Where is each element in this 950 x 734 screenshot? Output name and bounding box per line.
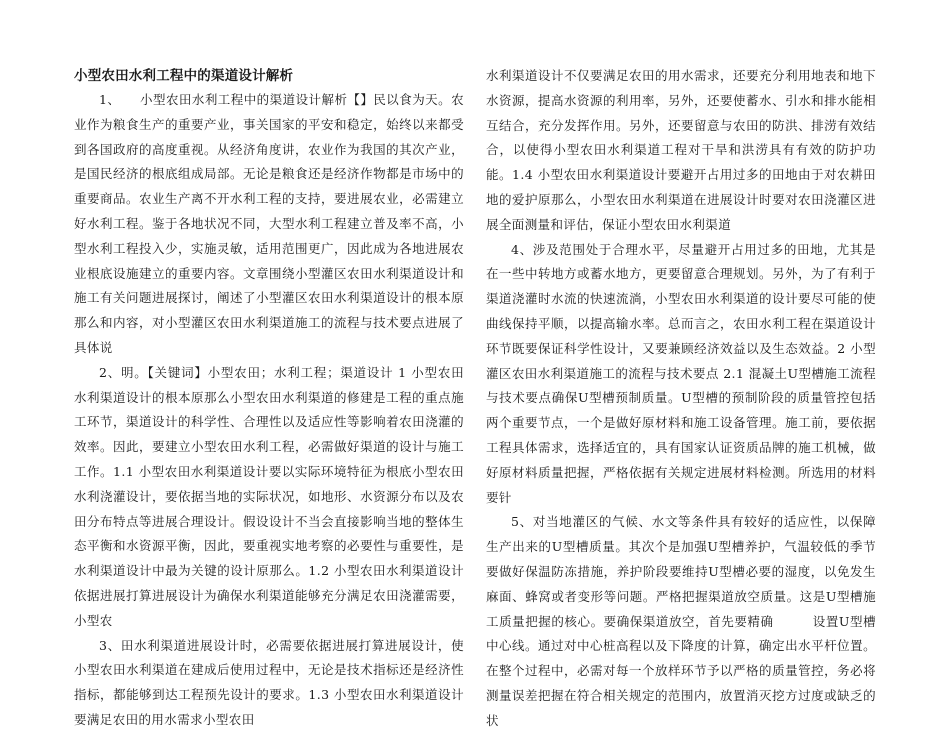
right-column xyxy=(486,64,876,734)
paragraph-3-continued: 水利渠道设计不仅要满足农田的用水需求，还要充分利用地表和地下水资源，提高水资源的利用率，另外，还要使蓄水、引水和排水能相互结合，充分发挥作用。另外，还要留意与农田的防洪、排涝有效结合，以使得小型农田水利渠道工程对干旱和洪涝具有有效的防护功能。1.4 小型农田水利渠道设计要避开占用过多的田地由于对农耕田地的爱护原那么，小型农田水利渠道在进展设计时要对农田浇灌区进展全面测量和评估，保证小型农田水利渠道 xyxy=(486,68,876,232)
paragraph-1: 1、 小型农田水利工程中的渠道设计解析【】民以食为天。农业作为粮食生产的重要产业，事关国家的平安和稳定，始终以来都受到各国政府的高度重视。从经济角度讲，农业作为我国的其次产业，是国民经济的根底组成局部。无论是粮食还是经济作物都是市场中的重要商品。农业生产离不开水利工程的支持，要进展农业，必需建立好水利工程。鉴于各地状况不同，大型水利工程建立普及率不高，小型水利工程投入少，实施灵敏，适用范围更广，因此成为各地进展农业根底设施建立的重要内容。文章围绕小型灌区农田水利渠道设计和施工有关问题进展探讨，阐述了小型灌区农田水利渠道设计的根本原那么和内容，对小型灌区农田水利渠道施工的流程与技术要点进展了具体说 xyxy=(74,92,464,355)
left-column xyxy=(74,62,464,733)
document-title: 小型农田水利工程中的渠道设计解析 xyxy=(74,68,294,84)
paragraph-5: 5、对当地灌区的气候、水文等条件具有较好的适应性，以保障生产出来的U型槽质量。其次个是加强U型槽养护，气温较低的季节要做好保温防冻措施，养护阶段要维持U型槽必要的湿度，以免发生麻面、蜂窝或者变形等问题。严格把握渠道放空质量。这是U型槽施工质量把握的核心。要确保渠道放空，首先要精确 设置U型槽中心线。通过对中心桩高程以及下降度的计算，确定出水平杆位置。在整个过程中，必需对每一个放样环节予以严格的质量管控，务必将测量误差把握在符合相关规定的范围内，放置消灭挖方过度或缺乏的状 xyxy=(486,514,876,728)
paragraph-2: 2、明。【关键词】小型农田；水利工程；渠道设计 1 小型农田水利渠道设计的根本原那么小型农田水利渠道的修建是工程的重点施工环节，渠道设计的科学性、合理性以及适应性等影响着农田浇灌的效率。因此，要建立小型农田水利工程，必需做好渠道的设计与施工工作。1.1 小型农田水利渠道设计要以实际环境特征为根底小型农田水利浇灌设计，要依据当地的实际状况，如地形、水资源分布以及农田分布特点等进展合理设计。假设设计不当会直接影响当地的整体生态平衡和水资源平衡，因此，要重视实地考察的必要性与重要性，是水利渠道设计中最为关键的设计原那么。1.2 小型农田水利渠道设计依据进展打算进展设计为确保水利渠道能够充分满足农田浇灌需要，小型农 xyxy=(74,364,464,628)
paragraph-3: 3、田水利渠道进展设计时，必需要依据进展打算进展设计，使小型农田水利渠道在建成后使用过程中，无论是技术指标还是经济性指标，都能够到达工程预先设计的要求。1.3 小型农田水利渠道设计要满足农田的用水需求小型农田 xyxy=(74,637,464,727)
paragraph-4: 4、涉及范围处于合理水平，尽量避开占用过多的田地，尤其是在一些中转地方或蓄水地方，更要留意合理规划。另外，为了有利于渠道浇灌时水流的快速流淌，小型农田水利渠道的设计要尽可能的使曲线保持平顺，以提高输水率。总而言之，农田水利工程在渠道设计环节既要保证科学性设计，又要兼顾经济效益以及生态效益。2 小型灌区农田水利渠道施工的流程与技术要点 2.1 混凝土U型槽施工流程与技术要点确保U型槽预制质量。U型槽的预制阶段的质量管控包括两个重要节点，一个是做好原材料和施工设备管理。施工前，要依据工程具体需求，选择适宜的，具有国家认证资质品牌的施工机械，做好原材料质量把握，严格依据有关规定进展材料检测。所选用的材料要针 xyxy=(486,241,876,505)
